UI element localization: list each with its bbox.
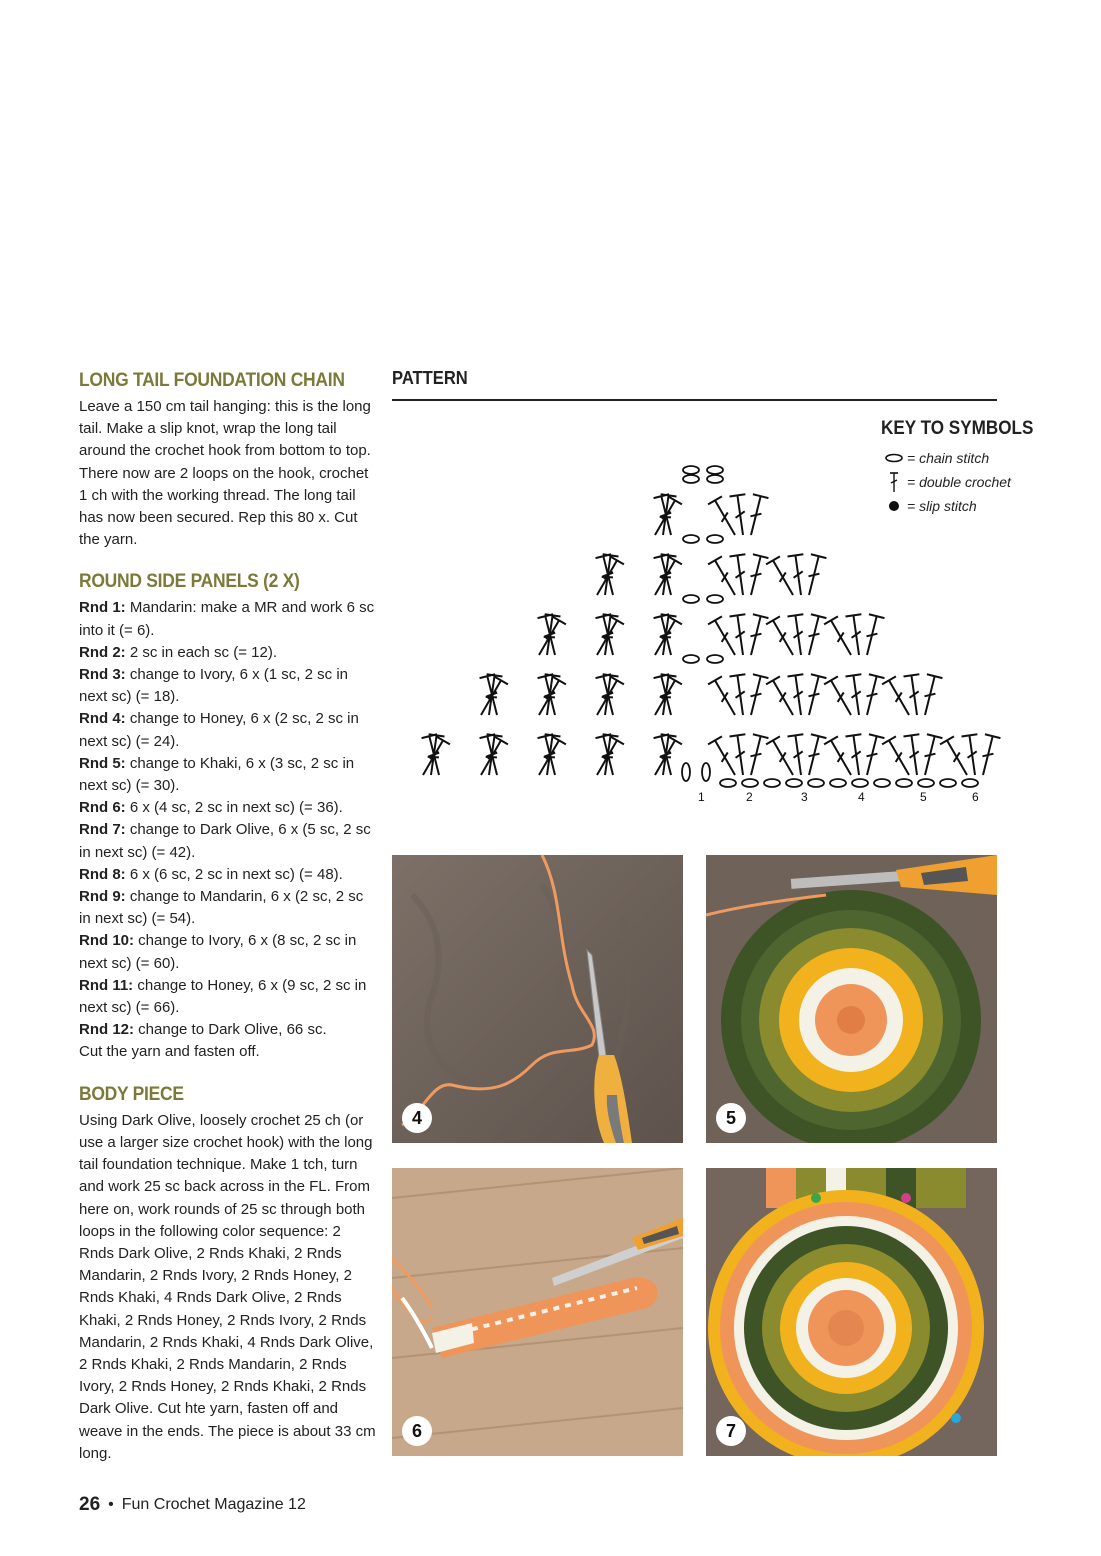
round-line: Rnd 9: change to Mandarin, 6 x (2 sc, 2 sc in next sc) (= 54). [79, 888, 364, 928]
double-crochet-symbol [743, 674, 768, 717]
photo-step-6 [392, 1168, 683, 1456]
side-panels-heading: ROUND SIDE PANELS (2 X) [79, 571, 300, 593]
round-line: Rnd 5: change to Khaki, 6 x (3 sc, 2 sc in next sc) (= 30). [79, 754, 355, 795]
pattern-divider [392, 399, 997, 401]
chain-symbol [874, 779, 890, 787]
double-crochet-symbol [975, 734, 1000, 777]
chain-symbol [808, 779, 824, 787]
page-number: 26 [79, 1494, 101, 1515]
round-line: Rnd 12: change to Dark Olive, 66 sc. [79, 1021, 327, 1039]
chain-symbol [707, 475, 723, 483]
chain-symbol [852, 779, 868, 787]
chain-symbol [786, 779, 802, 787]
key-label: = slip stitch [907, 498, 977, 514]
photo-step-7 [706, 1168, 997, 1456]
chain-symbol [764, 779, 780, 787]
key-label: = double crochet [907, 474, 1011, 490]
chain-symbol [720, 779, 736, 787]
step-badge: 7 [716, 1416, 746, 1446]
chain-symbol [918, 779, 934, 787]
double-crochet-symbol [801, 554, 826, 597]
foundation-heading: LONG TAIL FOUNDATION CHAIN [79, 370, 345, 391]
chain-symbol [742, 779, 758, 787]
round-line: Rnd 7: change to Dark Olive, 6 x (5 sc, 2 sc in next sc) (= 42). [79, 821, 371, 861]
magazine-title: Fun Crochet Magazine 12 [121, 1496, 306, 1513]
step-badge: 6 [402, 1416, 432, 1446]
key-label: = chain stitch [907, 450, 990, 466]
chain-symbol [707, 535, 723, 543]
footer-bullet: • [108, 1496, 114, 1513]
round-line: Rnd 8: 6 x (6 sc, 2 sc in next sc) (= 48). [79, 865, 343, 883]
chain-symbol [682, 763, 690, 781]
body-piece-text: Using Dark Olive, loosely crochet 25 ch (or use a larger size crochet hook) with the long tail foundation technique. Make 1 tch, turn and work 25 sc back across in the FL. From here on, work rounds of 25 sc through both loops in the following color sequence: 2 Rnds Dark Olive, 2 Rnds Khaki, 2 Rnds Mandarin, 2 Rnds Ivory, 2 Rnds Honey, 2 Rnds Khaki, 4 Rnds Dark Olive, 2 Rnds Khaki, 2 Rnds Honey, 2 Rnds Ivory, 2 Rnds Mandarin, 2 Rnds Khaki, 4 Rnds Dark Olive, 2 Rnds Khaki, 2 Rnds Mandarin, 2 Rnds Ivory, 2 Rnds Honey, 2 Rnds Khaki, 2 Rnds Dark Olive. Cut hte yarn, fasten off and weave in the ends. The piece is about 33 cm long. [79, 1111, 376, 1462]
round-line: Rnd 1: Mandarin: make a MR and work 6 sc into it (= 6). [79, 599, 375, 639]
pattern-heading: PATTERN [392, 368, 468, 388]
photo-step-5 [706, 855, 997, 1143]
double-crochet-symbol [917, 674, 942, 717]
round-line: Rnd 6: 6 x (4 sc, 2 sc in next sc) (= 36). [79, 799, 343, 817]
step-badge: 5 [716, 1103, 746, 1133]
round-line: Rnd 10: change to Ivory, 6 x (8 sc, 2 sc in next sc) (= 60). [79, 932, 357, 972]
chain-symbol [702, 763, 710, 781]
chain-symbol [896, 779, 912, 787]
double-crochet-symbol [743, 554, 768, 597]
key-title: KEY TO SYMBOLS [881, 418, 1034, 439]
row-number: 4 [858, 790, 865, 804]
row-number: 2 [746, 790, 753, 804]
double-crochet-symbol [801, 734, 826, 777]
double-crochet-symbol [859, 734, 884, 777]
double-crochet-symbol [743, 734, 768, 777]
double-crochet-symbol [743, 494, 768, 537]
double-crochet-symbol [801, 614, 826, 657]
rounds-closing: Cut the yarn and fasten off. [79, 1043, 260, 1061]
chain-symbol [940, 779, 956, 787]
row-number: 5 [920, 790, 927, 804]
chain-symbol [683, 535, 699, 543]
chain-symbol [707, 595, 723, 603]
round-line: Rnd 3: change to Ivory, 6 x (1 sc, 2 sc in next sc) (= 18). [79, 666, 348, 706]
row-number: 1 [698, 790, 705, 804]
rounds-list [79, 597, 379, 1063]
step-badge: 4 [402, 1103, 432, 1133]
chain-symbol [962, 779, 978, 787]
photo-step-4 [392, 855, 683, 1143]
double-crochet-symbol [859, 614, 884, 657]
round-line: Rnd 11: change to Honey, 6 x (9 sc, 2 sc in next sc) (= 66). [79, 976, 367, 1017]
double-crochet-symbol [801, 674, 826, 717]
chain-symbol [683, 466, 699, 474]
chain-symbol [683, 595, 699, 603]
round-line: Rnd 4: change to Honey, 6 x (2 sc, 2 sc in next sc) (= 24). [79, 710, 359, 750]
crochet-diagram [388, 460, 1003, 810]
chain-symbol [683, 475, 699, 483]
foundation-text: Leave a 150 cm tail hanging: this is the long tail. Make a slip knot, wrap the long tail around the crochet hook from bottom to top. There now are 2 loops on the hook, crochet 1 ch with the working thread. The long tail has now been secured. Rep this 80 x. Cut the yarn. [79, 398, 371, 549]
chain-symbol [707, 466, 723, 474]
chain-symbol [683, 655, 699, 663]
round-line: Rnd 2: 2 sc in each sc (= 12). [79, 643, 277, 661]
row-number: 6 [972, 790, 979, 804]
body-piece-heading: BODY PIECE [79, 1083, 184, 1105]
crochet-chart [388, 460, 1003, 805]
double-crochet-symbol [859, 674, 884, 717]
chain-symbol [707, 655, 723, 663]
row-number: 3 [801, 790, 808, 804]
page-footer [79, 1494, 306, 1516]
double-crochet-symbol [743, 614, 768, 657]
text-column [79, 370, 379, 1465]
double-crochet-symbol [917, 734, 942, 777]
chain-symbol [830, 779, 846, 787]
